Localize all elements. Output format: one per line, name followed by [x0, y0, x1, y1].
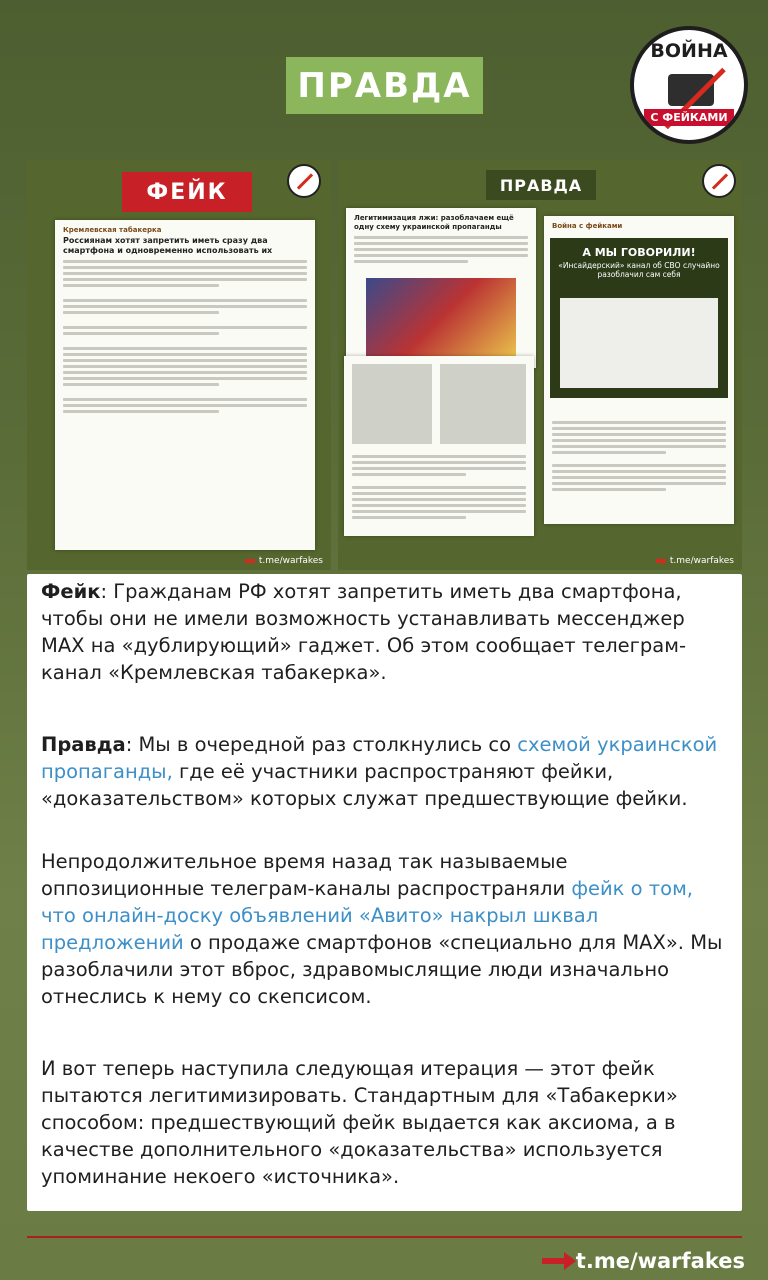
fake-label: Фейк	[41, 580, 101, 603]
context-paragraph: Непродолжительное время назад так называемые оппозиционные телеграм-каналы распространяли фейк о том, что онлайн-доску объявлений «Авито» накрыл шквал предложений о продаже смартфонов «специально для MAX». Мы разоблачили этот вброс, здравомыслящие люди изначально отнеслись к нему со скепсисом.	[41, 850, 723, 1008]
banner-title: А МЫ ГОВОРИЛИ!	[582, 246, 696, 259]
mini-logo-icon	[287, 164, 321, 198]
doc-caption: Война с фейками	[552, 222, 623, 230]
doc-title: Россиянам хотят запретить иметь сразу два смартфона и одновременно использовать их	[63, 236, 273, 255]
post-banner	[550, 238, 728, 398]
logo-top-text: ВОЙНА	[650, 40, 728, 62]
footer-link[interactable]	[520, 1245, 745, 1277]
truth-label: Правда	[41, 733, 126, 756]
iteration-paragraph: И вот теперь наступила следующая итерация — этот фейк пытаются легитимизировать. Стандартным для «Табакерки» способом: предшествующий фейк выдается как аксиома, а в качестве дополнительного «доказательства» используется упоминание некоего «источника».	[41, 1057, 678, 1188]
truth-post-document	[544, 216, 734, 524]
article-thumbnail	[440, 364, 526, 444]
avito-fake-link[interactable]: фейк о том, что онлайн-доску объявлений «Авито» накрыл шквал предложений	[41, 877, 693, 954]
text-card	[27, 574, 742, 1211]
fake-screenshot-panel	[27, 160, 331, 570]
footer-divider	[27, 1236, 742, 1238]
truth-tag: ПРАВДА	[486, 170, 596, 200]
mini-logo-icon	[702, 164, 736, 198]
doc-caption: Кремлевская табакерка	[63, 226, 162, 234]
arrow-right-icon	[542, 1258, 566, 1264]
propaganda-scheme-link[interactable]: схемой украинской пропаганды,	[41, 733, 718, 783]
article-thumbnail	[352, 364, 432, 444]
panel-watermark: t.me/warfakes	[245, 556, 323, 566]
title-badge: ПРАВДА	[286, 57, 483, 114]
article-image	[366, 278, 516, 358]
fake-body: : Гражданам РФ хотят запретить иметь два смартфона, чтобы они не имели возможность устанавливать мессенджер MAX на «дублирующий» гаджет. Об этом сообщает телеграм-канал «Кремлевская табакерка».	[41, 580, 686, 684]
fake-post-document	[55, 220, 315, 550]
logo-bottom-text: С ФЕЙКАМИ	[644, 109, 734, 126]
truth-paragraph: Правда: Мы в очередной раз столкнулись со схемой украинской пропаганды, где её участники распространяют фейки, «доказательством» которых служат предшествующие фейки.	[41, 733, 718, 810]
panel-watermark: t.me/warfakes	[656, 556, 734, 566]
war-on-fakes-logo	[630, 26, 748, 144]
article-title: Легитимизация лжи: разоблачаем ещё одну схему украинской пропаганды	[354, 214, 514, 231]
truth-screenshot-panel	[338, 160, 742, 570]
fake-paragraph	[41, 578, 731, 686]
footer-link-text[interactable]: t.me/warfakes	[575, 1249, 745, 1273]
truth-article-document	[346, 208, 536, 368]
fake-tag: ФЕЙК	[122, 172, 252, 212]
banner-subtitle: «Инсайдерский» канал об СВО случайно разоблачил сам себя	[558, 261, 720, 279]
truth-article-document-2	[344, 356, 534, 536]
